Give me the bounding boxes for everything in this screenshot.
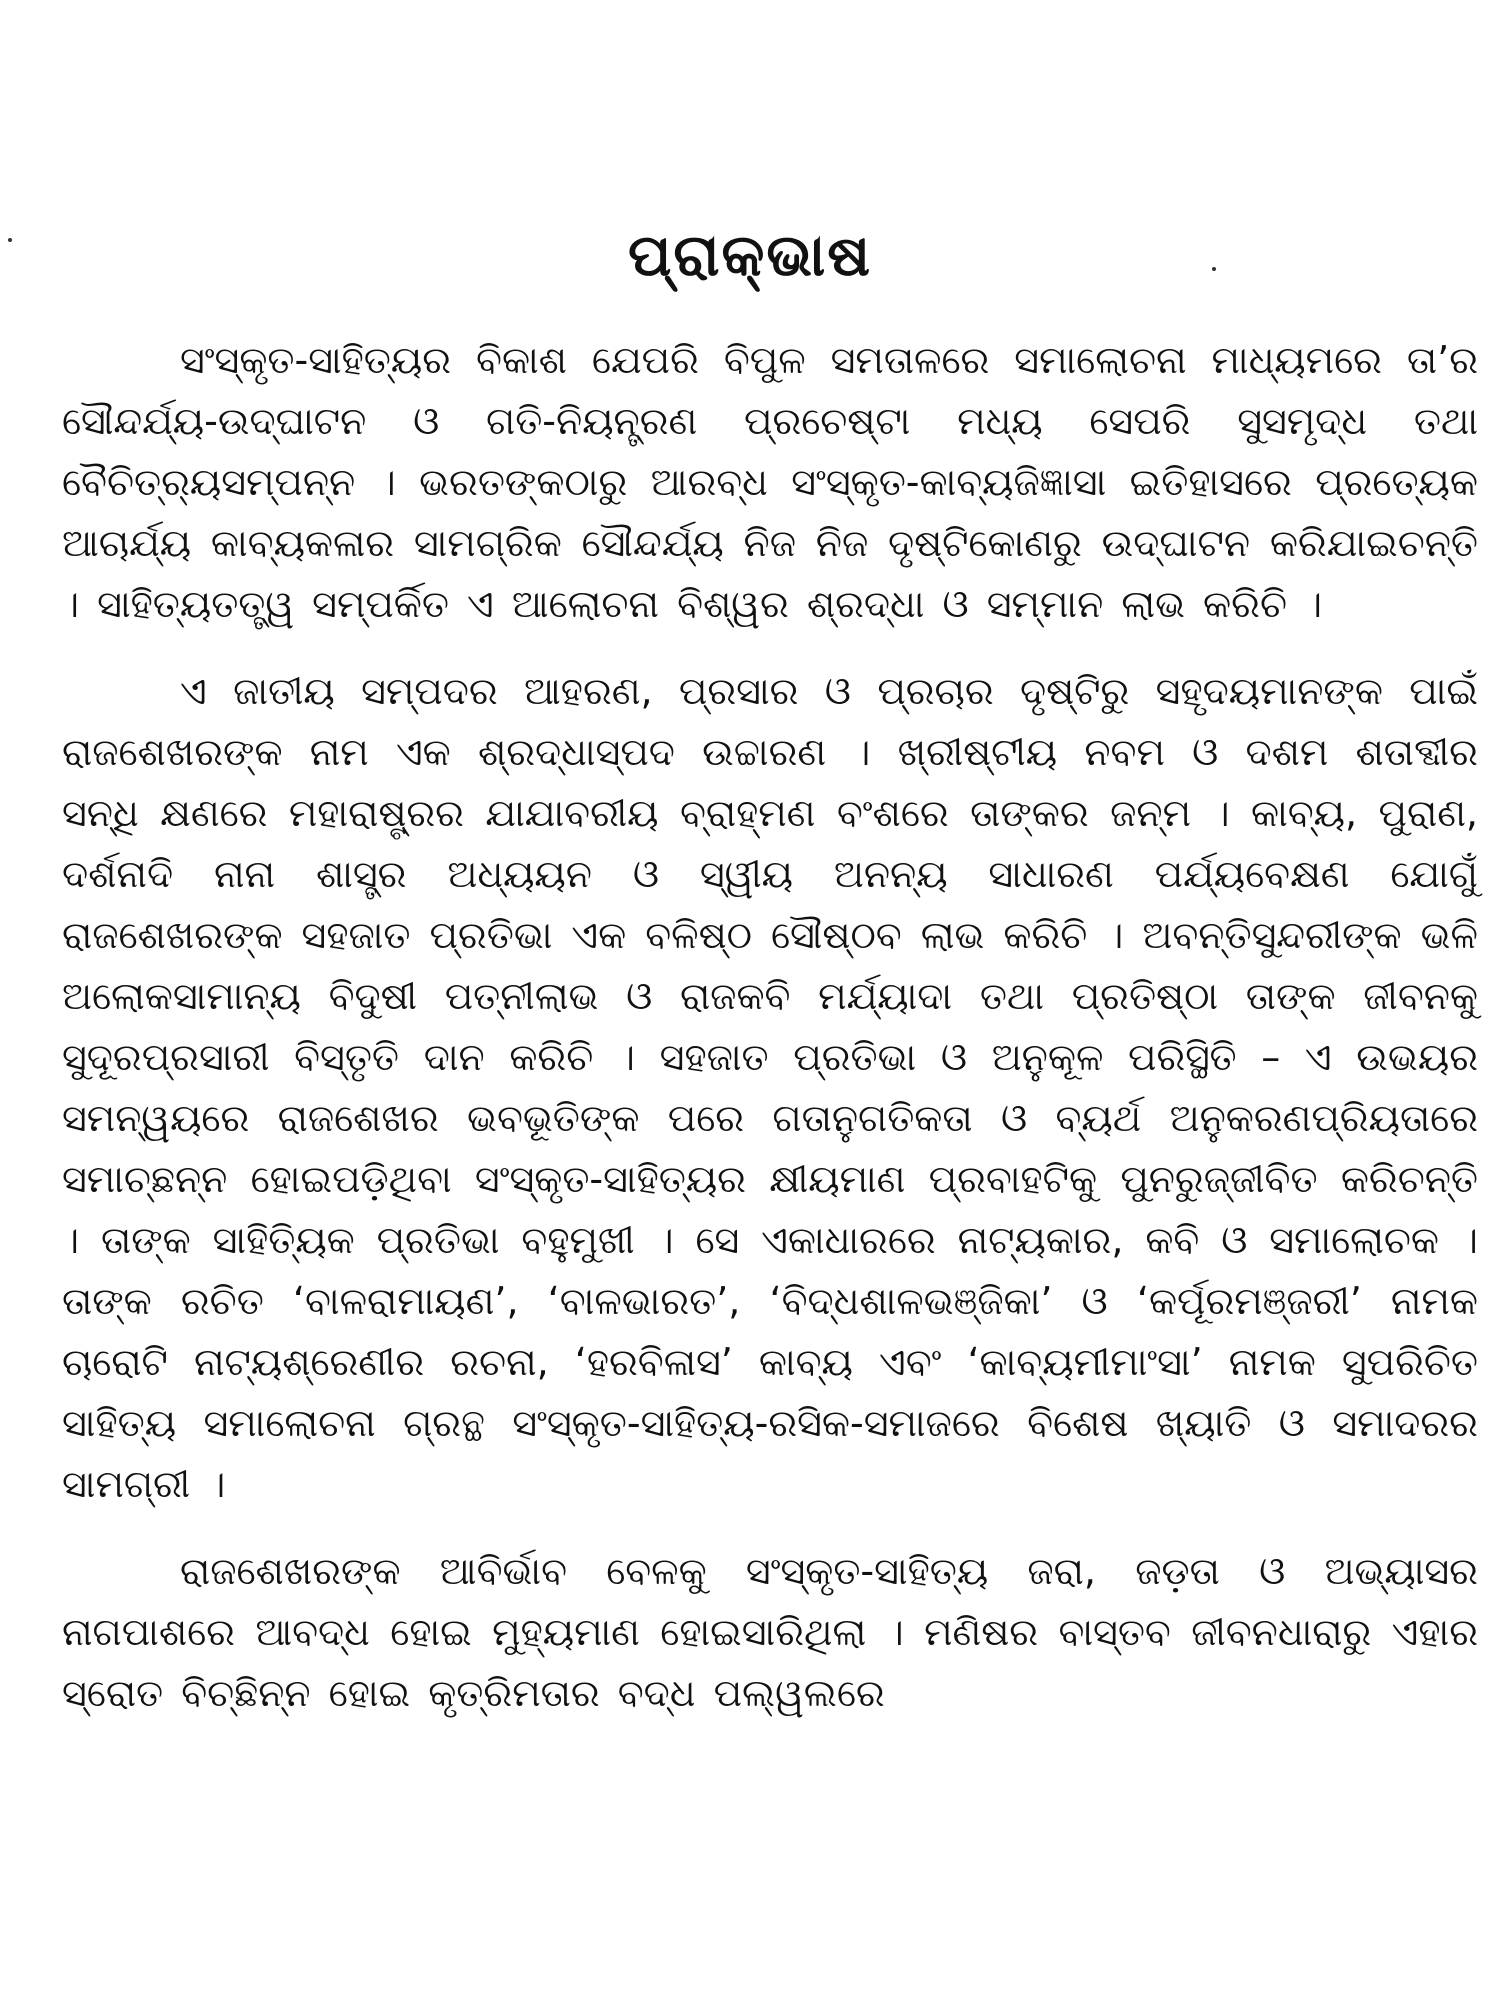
paragraph-1: ସଂସ୍କୃତ-ସାହିତ୍ୟର ବିକାଶ ଯେପରି ବିପୁଳ ସମତାଳରେ ସମାଲୋଚନା ମାଧ୍ୟମରେ ତା’ର ସୌନ୍ଦର୍ଯ୍ୟ-ଉଦ୍‌ଘାଟନ ଓ ଗତି-ନିୟନ୍ତ୍ରଣ ପ୍ରଚେଷ୍ଟା ମଧ୍ୟ ସେପରି ସୁସମୃଦ୍ଧ ତଥା ବୈଚିତ୍ର୍ୟସମ୍ପନ୍ନ । ଭରତଙ୍କଠାରୁ ଆରବ୍ଧ ସଂସ୍କୃତ-କାବ୍ୟଜିଜ୍ଞାସା ଇତିହାସରେ ପ୍ରତ୍ୟେକ ଆଚାର୍ଯ୍ୟ କାବ୍ୟକଳାର ସାମଗ୍ରିକ ସୌନ୍ଦର୍ଯ୍ୟ ନିଜ ନିଜ ଦୃଷ୍ଟିକୋଣରୁ ଉଦ୍‌ଘାଟନ କରିଯାଇଚନ୍ତି । ସାହିତ୍ୟତତ୍ତ୍ୱ ସମ୍ପର୍କିତ ଏ ଆଲୋଚନା ବିଶ୍ୱର ଶ୍ରଦ୍ଧା ଓ ସମ୍ମାନ ଲାଭ କରିଚି । bbox=[62, 338, 1478, 626]
paragraph-2: ଏ ଜାତୀୟ ସମ୍ପଦର ଆହରଣ, ପ୍ରସାର ଓ ପ୍ରଚାର ଦୃଷ୍ଟିରୁ ସହୃଦୟମାନଙ୍କ ପାଇଁ ରାଜଶେଖରଙ୍କ ନାମ ଏକ ଶ୍ରଦ୍ଧାସ୍ପଦ ଉଚ୍ଚାରଣ । ଖ୍ରୀଷ୍ଟୀୟ ନବମ ଓ ଦଶମ ଶତାବ୍ଦୀର ସନ୍ଧି କ୍ଷଣରେ ମହାରାଷ୍ଟ୍ରର ଯାଯାବରୀୟ ବ୍ରାହ୍ମଣ ବଂଶରେ ତାଙ୍କର ଜନ୍ମ । କାବ୍ୟ, ପୁରାଣ, ଦର୍ଶନାଦି ନାନା ଶାସ୍ତ୍ର ଅଧ୍ୟୟନ ଓ ସ୍ୱୀୟ ଅନନ୍ୟ ସାଧାରଣ ପର୍ଯ୍ୟବେକ୍ଷଣ ଯୋଗୁଁ ରାଜଶେଖରଙ୍କ ସହଜାତ ପ୍ରତିଭା ଏକ ବଳିଷ୍ଠ ସୌଷ୍ଠବ ଲାଭ କରିଚି । ଅବନ୍ତିସୁନ୍ଦରୀଙ୍କ ଭଳି ଅଲୋକସାମାନ୍ୟ ବିଦୁଷୀ ପତ୍ନୀଲାଭ ଓ ରାଜକବି ମର୍ଯ୍ୟାଦା ତଥା ପ୍ରତିଷ୍ଠା ତାଙ୍କ ଜୀବନକୁ ସୁଦୂରପ୍ରସାରୀ ବିସ୍ତୃତି ଦାନ କରିଚି । ସହଜାତ ପ୍ରତିଭା ଓ ଅନୁକୂଳ ପରିସ୍ଥିତି – ଏ ଉଭୟର ସମନ୍ୱୟରେ ରାଜଶେଖର ଭବଭୂତିଙ୍କ ପରେ ଗତାନୁଗତିକତା ଓ ବ୍ୟର୍ଥ ଅନୁକରଣପ୍ରିୟତାରେ ସମାଚ୍ଛନ୍ନ ହୋଇପଡ଼ିଥିବା ସଂସ୍କୃତ-ସାହିତ୍ୟର କ୍ଷୀୟମାଣ ପ୍ରବାହଟିକୁ ପୁନରୁଜ୍ଜୀବିତ କରିଚନ୍ତି । ତାଙ୍କ ସାହିତ୍ୟିକ ପ୍ରତିଭା ବହୁମୁଖୀ । ସେ ଏକାଧାରରେ ନାଟ୍ୟକାର, କବି ଓ ସମାଲୋଚକ । ତାଙ୍କ ରଚିତ ‘ବାଳରାମାୟଣ’, ‘ବାଳଭାରତ’, ‘ବିଦ୍ଧଶାଳଭଞ୍ଜିକା’ ଓ ‘କର୍ପୂରମଞ୍ଜରୀ’ ନାମକ ଚାରୋଟି ନାଟ୍ୟଶ୍ରେଣୀର ରଚନା, ‘ହରବିଳାସ’ କାବ୍ୟ ଏବଂ ‘କାବ୍ୟମୀମାଂସା’ ନାମକ ସୁପରିଚିତ ସାହିତ୍ୟ ସମାଲୋଚନା ଗ୍ରନ୍ଥ ସଂସ୍କୃତ-ସାହିତ୍ୟ-ରସିକ-ସମାଜରେ ବିଶେଷ ଖ୍ୟାତି ଓ ସମାଦରର ସାମଗ୍ରୀ । bbox=[62, 669, 1478, 1506]
paragraph-3: ରାଜଶେଖରଙ୍କ ଆବିର୍ଭାବ ବେଳକୁ ସଂସ୍କୃତ-ସାହିତ୍ୟ ଜରା, ଜଡ଼ତା ଓ ଅଭ୍ୟାସର ନାଗପାଶରେ ଆବଦ୍ଧ ହୋଇ ମୁହ୍ୟମାଣ ହୋଇସାରିଥିଲା । ମଣିଷର ବାସ୍ତବ ଜୀବନଧାରାରୁ ଏହାର ସ୍ରୋତ ବିଚ୍ଛିନ୍ନ ହୋଇ କୃତ୍ରିମତାର ବଦ୍ଧ ପଲ୍ୱଲରେ bbox=[62, 1549, 1478, 1715]
body-text bbox=[62, 330, 1478, 1750]
page-title: ପ୍ରାକ୍‌ଭାଷ bbox=[627, 221, 873, 289]
